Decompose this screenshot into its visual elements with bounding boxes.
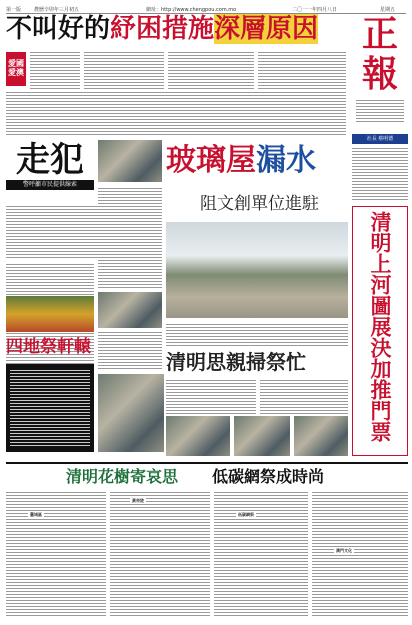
publisher-info — [352, 146, 408, 202]
qingming-photo-1 — [98, 374, 164, 452]
qingming-text-2 — [260, 378, 348, 414]
site-url[interactable]: 網址：http://www.chengpou.com.mo — [146, 7, 237, 13]
crime-story-box — [6, 140, 94, 200]
middle-photo — [98, 292, 162, 328]
lead-text-body — [6, 90, 346, 136]
glass-text — [166, 322, 348, 348]
bottom-text-col-2 — [110, 490, 210, 618]
festival-photo — [6, 296, 94, 332]
crime-headline: 走犯 — [16, 140, 84, 180]
headline-part1: 不叫好的 — [6, 14, 111, 44]
vertical-headline-box — [352, 206, 408, 456]
patriot-tag — [6, 52, 26, 86]
headline-part3: 深層原因 — [214, 14, 319, 44]
vertical-headline: 清明上河圖展決加推門票 — [368, 211, 393, 442]
lead-text-col-2 — [84, 50, 164, 92]
lowcarbon-headline: 低碳網祭成時尚 — [212, 467, 325, 486]
main-headline — [6, 14, 351, 46]
qingming-photo-4 — [294, 416, 348, 456]
subhead-1: 舊城區 — [30, 512, 42, 517]
glass-house-photo — [166, 222, 348, 318]
paper-masthead — [352, 14, 408, 134]
crime-subheadline: 警呼籲市民提供線索 — [6, 180, 94, 190]
qingming-photo-2 — [166, 416, 230, 456]
tag-line-1: 愛國 — [8, 58, 24, 68]
middle-text-2 — [98, 330, 162, 370]
lead-text-col-1 — [30, 50, 80, 92]
bottom-text-col-1 — [6, 490, 106, 618]
glass-headline — [166, 142, 348, 182]
subhead-3: 低碳網祭 — [238, 512, 254, 517]
bottom-text-col-4 — [312, 490, 408, 618]
glass-subheadline: 阻文創單位進駐 — [200, 194, 319, 214]
lead-text-col-4 — [258, 50, 346, 92]
lead-text-col-3 — [168, 50, 254, 92]
publisher-bar: 社長 蔡明德 — [352, 134, 408, 144]
qingming-photo-3 — [234, 416, 290, 456]
crime-photo — [98, 140, 162, 182]
qingming-headline: 清明思親掃祭忙 — [166, 350, 306, 374]
bottom-text-col-3 — [214, 490, 308, 618]
headline-part2: 紓困措施 — [110, 14, 215, 44]
weekday: 星期五 — [380, 7, 396, 13]
lunar-date: 農曆辛卯年三月初五 — [34, 7, 80, 13]
masthead-info — [356, 98, 404, 124]
qingming-text-1 — [166, 378, 256, 414]
page-number: 第一版 — [6, 7, 22, 13]
header-strip — [6, 6, 406, 14]
masthead-char-1: 正 — [361, 13, 398, 55]
subhead-4: 澳門文化 — [336, 548, 352, 553]
tree-headline: 清明花樹寄哀思 — [66, 467, 179, 486]
glass-headline-part2: 漏水 — [256, 143, 316, 178]
greg-date: 二〇一一年四月八日 — [292, 7, 338, 13]
festival-text-box — [6, 364, 94, 452]
festival-headline: 四地祭軒轅 — [6, 337, 91, 357]
glass-headline-part1: 玻璃屋 — [166, 143, 256, 178]
bottom-banner — [6, 462, 408, 486]
masthead-char-2: 報 — [361, 53, 398, 95]
subhead-2: 黃帝陵 — [132, 498, 144, 503]
tag-line-2: 愛澳 — [8, 67, 24, 77]
middle-text-1 — [98, 186, 162, 290]
